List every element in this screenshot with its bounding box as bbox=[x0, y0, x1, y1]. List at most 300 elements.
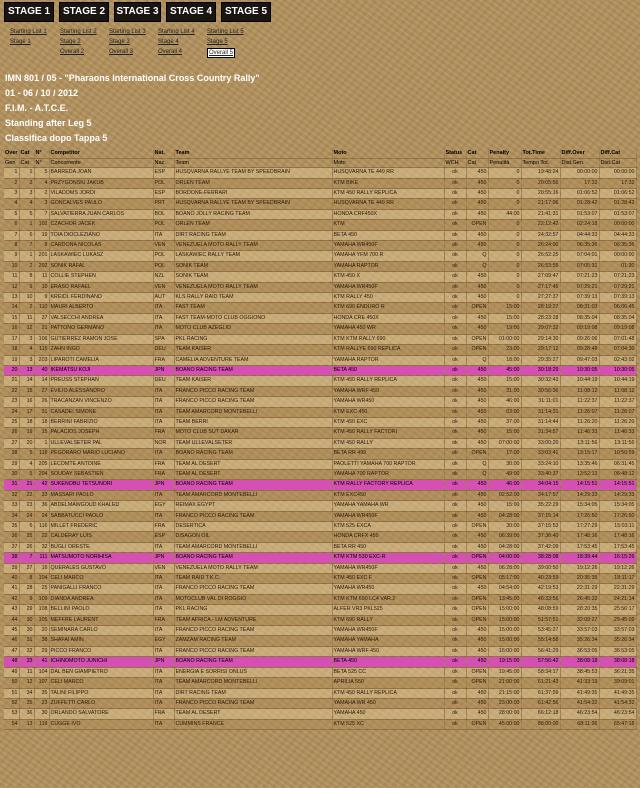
competitor: PEGORARO MARIO LUCIANO bbox=[49, 449, 153, 459]
team: FRANCO PICCO RACING TEAM bbox=[174, 584, 332, 594]
category: 450 bbox=[466, 209, 488, 219]
column-header-it: Dist.Cat bbox=[599, 158, 636, 168]
table-row bbox=[4, 168, 636, 178]
nationality: ITA bbox=[153, 230, 174, 240]
team: TEAM AFRICA - LM ADVENTURE bbox=[174, 615, 332, 625]
nationality: EGY bbox=[153, 501, 174, 511]
nationality: ITA bbox=[153, 626, 174, 636]
status: ok bbox=[444, 303, 466, 313]
penalty: 18:00 bbox=[488, 355, 521, 365]
table-row bbox=[4, 428, 636, 438]
category: OPEN bbox=[466, 334, 488, 344]
moto: YAMAHA WR450 bbox=[332, 584, 444, 594]
bib-number: 11 bbox=[34, 272, 49, 282]
cat-pos: 7 bbox=[19, 553, 34, 563]
category: 450 bbox=[466, 626, 488, 636]
penalty: 30:00 bbox=[488, 522, 521, 532]
competitor: VALSECCHI ANDREA bbox=[49, 313, 153, 323]
competitor: CZACHOR JACEK bbox=[49, 220, 153, 230]
table-row bbox=[4, 688, 636, 698]
table-row bbox=[4, 386, 636, 396]
bib-number: 20 bbox=[34, 626, 49, 636]
cat-pos: 12 bbox=[19, 678, 34, 688]
status: ok bbox=[444, 209, 466, 219]
diff-category: 14:29:33 bbox=[599, 490, 636, 500]
overall-pos: 51 bbox=[4, 688, 19, 698]
table-row bbox=[4, 542, 636, 552]
cat-pos: 27 bbox=[19, 563, 34, 573]
table-row bbox=[4, 293, 636, 303]
table-row bbox=[4, 469, 636, 479]
category: 450 bbox=[466, 657, 488, 667]
total-time: 88:00:00 bbox=[521, 719, 560, 729]
diff-overall: 11:46:33 bbox=[560, 428, 599, 438]
nationality: ITA bbox=[153, 511, 174, 521]
overall-pos: 15 bbox=[4, 313, 19, 323]
total-time: 29:35:27 bbox=[521, 355, 560, 365]
team: ZAMZAM RACING TEAM bbox=[174, 636, 332, 646]
stage-link[interactable]: Stage 2 bbox=[60, 39, 81, 45]
total-time: 61:42:56 bbox=[521, 698, 560, 708]
moto: BETA 450 bbox=[332, 657, 444, 667]
stage-tab-4[interactable]: STAGE 4 bbox=[166, 2, 216, 22]
diff-overall: 33:57:03 bbox=[560, 626, 599, 636]
competitor: QUERALES GUSTAVO bbox=[49, 563, 153, 573]
table-row bbox=[4, 345, 636, 355]
total-time: 31:34:57 bbox=[521, 428, 560, 438]
status: ok bbox=[444, 584, 466, 594]
team: KLS RALLY RAID TEAM bbox=[174, 293, 332, 303]
category: Q bbox=[466, 469, 488, 479]
bib-number: 31 bbox=[34, 407, 49, 417]
diff-overall: 41:33:19 bbox=[560, 678, 599, 688]
stage-link[interactable]: Stage 5 bbox=[207, 39, 228, 45]
overall-pos: 27 bbox=[4, 438, 19, 448]
total-time: 20:55:16 bbox=[521, 189, 560, 199]
cat-pos: 17 bbox=[19, 407, 34, 417]
nationality: POL bbox=[153, 261, 174, 271]
stage-tab-2[interactable]: STAGE 2 bbox=[59, 2, 109, 22]
category: 450 bbox=[466, 313, 488, 323]
cat-pos: 33 bbox=[19, 657, 34, 667]
total-time: 53:45:27 bbox=[521, 626, 560, 636]
team: BOANO JOLLY RACING TEAM bbox=[174, 209, 332, 219]
cat-pos: 32 bbox=[19, 646, 34, 656]
diff-category: 11:26:20 bbox=[599, 417, 636, 427]
category: Q bbox=[466, 261, 488, 271]
category: OPEN bbox=[466, 594, 488, 604]
diff-category: 10:30:05 bbox=[599, 365, 636, 375]
moto: KTM 690 ENDURO R bbox=[332, 303, 444, 313]
overall-pos: 8 bbox=[4, 241, 19, 251]
category: 450 bbox=[466, 199, 488, 209]
bib-number: 40 bbox=[34, 365, 49, 375]
penalty: 04:54:00 bbox=[488, 584, 521, 594]
diff-category: 15:34:05 bbox=[599, 501, 636, 511]
category: 450 bbox=[466, 532, 488, 542]
category: Q bbox=[466, 355, 488, 365]
moto: YAMAHA YAMAHA WR bbox=[332, 501, 444, 511]
nationality: DEU bbox=[153, 345, 174, 355]
table-row bbox=[4, 376, 636, 386]
total-time: 31:14:44 bbox=[521, 417, 560, 427]
total-time: 26:52:25 bbox=[521, 251, 560, 261]
table-row bbox=[4, 615, 636, 625]
status: ok bbox=[444, 407, 466, 417]
cat-pos: 30 bbox=[19, 626, 34, 636]
moto: KTM RALLY FACTORY REPLICA bbox=[332, 480, 444, 490]
moto: BETA RR 450 bbox=[332, 542, 444, 552]
diff-overall: 14:29:33 bbox=[560, 490, 599, 500]
stage-tab-3[interactable]: STAGE 3 bbox=[114, 2, 161, 22]
table-row bbox=[4, 532, 636, 542]
diff-overall: 18:39:44 bbox=[560, 553, 599, 563]
moto: YAMAHA 450 bbox=[332, 709, 444, 719]
stage-link[interactable]: Overall 4 bbox=[158, 49, 183, 55]
table-row bbox=[4, 553, 636, 563]
total-time: 39:00:50 bbox=[521, 563, 560, 573]
table-row bbox=[4, 605, 636, 615]
stage-link[interactable]: Overall 3 bbox=[109, 49, 134, 55]
penalty: 06:39:00 bbox=[488, 532, 521, 542]
moto: YAMAHA YAMAHA bbox=[332, 636, 444, 646]
status: ok bbox=[444, 594, 466, 604]
bib-number: 7 bbox=[34, 209, 49, 219]
status: ok bbox=[444, 459, 466, 469]
total-time: 61:21:43 bbox=[521, 678, 560, 688]
penalty: 19:00 bbox=[488, 324, 521, 334]
stage-link[interactable]: Starting List 3 bbox=[109, 29, 146, 35]
total-time: 42:19:53 bbox=[521, 584, 560, 594]
total-time: 34:04:15 bbox=[521, 480, 560, 490]
team: FAST TEAM-MOTO CLUB OGGIONO bbox=[174, 313, 332, 323]
penalty: 21:00:00 bbox=[488, 678, 521, 688]
stage-link[interactable]: Starting List 1 bbox=[10, 29, 47, 35]
total-time: 20:05:56 bbox=[521, 178, 560, 188]
total-time: 51:57:51 bbox=[521, 615, 560, 625]
status: ok bbox=[444, 449, 466, 459]
diff-category: 01:06:52 bbox=[599, 189, 636, 199]
stage-link[interactable]: Overall 5 bbox=[209, 50, 234, 56]
table-row bbox=[4, 220, 636, 230]
penalty: 0 bbox=[488, 220, 521, 230]
diff-overall: 10:44:19 bbox=[560, 376, 599, 386]
diff-category: 06:06:45 bbox=[599, 303, 636, 313]
table-row bbox=[4, 324, 636, 334]
diff-overall: 04:44:33 bbox=[560, 230, 599, 240]
cat-pos: 31 bbox=[19, 636, 34, 646]
competitor: BARREDA JOAN bbox=[49, 168, 153, 178]
event-dates: 01 - 06 / 10 / 2012 bbox=[5, 88, 79, 98]
competitor: ICHINOMOTO JUNICHI bbox=[49, 657, 153, 667]
column-header: Nat. bbox=[153, 149, 174, 158]
penalty: 0 bbox=[488, 272, 521, 282]
competitor: PALACIOS JOSEPH bbox=[49, 428, 153, 438]
competitor: SOUDAY SEBASTIEN bbox=[49, 469, 153, 479]
competitor: PRZYGONSKI JAKUB bbox=[49, 178, 153, 188]
stage-tabs bbox=[4, 2, 271, 22]
competitor: TRACANZAN VINCENZO bbox=[49, 397, 153, 407]
penalty: 0 bbox=[488, 230, 521, 240]
diff-category: 10:50:59 bbox=[599, 449, 636, 459]
nationality: ITA bbox=[153, 449, 174, 459]
bib-number: 16 bbox=[34, 563, 49, 573]
overall-pos: 1 bbox=[4, 168, 19, 178]
stage-link[interactable]: Starting List 2 bbox=[60, 29, 97, 35]
diff-category: 11:46:33 bbox=[599, 428, 636, 438]
diff-overall: 01:53:07 bbox=[560, 209, 599, 219]
competitor: DAL BEN GIAMPIETRO bbox=[49, 667, 153, 677]
penalty: 17:00 bbox=[488, 449, 521, 459]
total-time: 29:07:32 bbox=[521, 324, 560, 334]
nationality: ITA bbox=[153, 646, 174, 656]
bib-number: 24 bbox=[34, 511, 49, 521]
status: ok bbox=[444, 324, 466, 334]
penalty: 37:00 bbox=[488, 417, 521, 427]
status: ok bbox=[444, 542, 466, 552]
column-header: Diff.Over bbox=[560, 149, 599, 158]
moto: BETA 525 CC bbox=[332, 667, 444, 677]
stage-links-1 bbox=[10, 27, 59, 58]
penalty: 0 bbox=[488, 189, 521, 199]
penalty: 0 bbox=[488, 251, 521, 261]
table-row bbox=[4, 272, 636, 282]
stage-link[interactable]: Starting List 4 bbox=[158, 29, 195, 35]
diff-overall: 13:15:17 bbox=[560, 449, 599, 459]
status: ok bbox=[444, 334, 466, 344]
total-time: 34:17:57 bbox=[521, 490, 560, 500]
table-row bbox=[4, 636, 636, 646]
column-header-it: Cat bbox=[19, 158, 34, 168]
diff-overall: 07:21:23 bbox=[560, 272, 599, 282]
cat-pos: 6 bbox=[19, 522, 34, 532]
nationality: BOL bbox=[153, 209, 174, 219]
competitor: KREIDL FERDINAND bbox=[49, 293, 153, 303]
penalty: 44:00 bbox=[488, 209, 521, 219]
cat-pos: 7 bbox=[19, 241, 34, 251]
overall-pos: 12 bbox=[4, 282, 19, 292]
column-header-it: Moto bbox=[332, 158, 444, 168]
column-header: Diff.Cat bbox=[599, 149, 636, 158]
team: ENERGIA E SORRISI ONLUS bbox=[174, 667, 332, 677]
overall-pos: 41 bbox=[4, 584, 19, 594]
stage-link[interactable]: Overall 2 bbox=[60, 49, 85, 55]
stage-link[interactable]: Stage 4 bbox=[158, 39, 179, 45]
team: TEAM RAID T.K.C. bbox=[174, 574, 332, 584]
diff-overall: 09:19:08 bbox=[560, 324, 599, 334]
competitor: CUGGE IVO bbox=[49, 719, 153, 729]
competitor: PICCO FRANCO bbox=[49, 646, 153, 656]
category: 450 bbox=[466, 397, 488, 407]
competitor: CELI MARCO bbox=[49, 678, 153, 688]
moto: KTM BIKE bbox=[332, 178, 444, 188]
team: TEAM BERRI bbox=[174, 417, 332, 427]
status: ok bbox=[444, 678, 466, 688]
diff-category: 19:12:26 bbox=[599, 563, 636, 573]
overall-pos: 32 bbox=[4, 490, 19, 500]
moto: KTM 690 RALLY bbox=[332, 615, 444, 625]
nationality: ITA bbox=[153, 542, 174, 552]
bib-number: 108 bbox=[34, 605, 49, 615]
stage-links-4 bbox=[158, 27, 207, 58]
diff-overall: 09:28:48 bbox=[560, 345, 599, 355]
overall-pos: 47 bbox=[4, 646, 19, 656]
diff-overall: 32:09:27 bbox=[560, 615, 599, 625]
team: PKL RACING bbox=[174, 334, 332, 344]
total-time: 22:12:42 bbox=[521, 220, 560, 230]
table-row bbox=[4, 709, 636, 719]
bib-number: 104 bbox=[34, 667, 49, 677]
column-header: Competitor bbox=[49, 149, 153, 158]
category: 450 bbox=[466, 241, 488, 251]
overall-pos: 25 bbox=[4, 417, 19, 427]
penalty: 15:00 bbox=[488, 376, 521, 386]
overall-pos: 4 bbox=[4, 199, 19, 209]
diff-overall: 17:53:45 bbox=[560, 542, 599, 552]
team: FRANCO PICCO RACING TEAM bbox=[174, 646, 332, 656]
column-header-it: Concorrente bbox=[49, 158, 153, 168]
penalty: 28:00:00 bbox=[488, 709, 521, 719]
column-header: Cat bbox=[466, 149, 488, 158]
nationality: NZL bbox=[153, 272, 174, 282]
total-time: 37:36:40 bbox=[521, 532, 560, 542]
competitor: VILADOMS JORDI bbox=[49, 189, 153, 199]
bib-number: 111 bbox=[34, 553, 49, 563]
nationality: VEN bbox=[153, 241, 174, 251]
moto: BETA RR 499 bbox=[332, 449, 444, 459]
team: TEAM AMARCORD MONTEBELLI bbox=[174, 678, 332, 688]
table-row bbox=[4, 189, 636, 199]
team: ORLEN TEAM bbox=[174, 178, 332, 188]
team: BORDONE-FERRARI bbox=[174, 189, 332, 199]
penalty: 21:15:00 bbox=[488, 688, 521, 698]
classifica-title: Classifica dopo Tappa 5 bbox=[5, 133, 108, 143]
penalty: 45:00:00 bbox=[488, 719, 521, 729]
status: ok bbox=[444, 251, 466, 261]
penalty: 13:45:00 bbox=[488, 594, 521, 604]
status: ok bbox=[444, 397, 466, 407]
overall-pos: 33 bbox=[4, 501, 19, 511]
table-row bbox=[4, 574, 636, 584]
moto: YAMAHA WRF 450 bbox=[332, 386, 444, 396]
overall-pos: 7 bbox=[4, 230, 19, 240]
bib-number: 26 bbox=[34, 397, 49, 407]
cat-pos: 30 bbox=[19, 615, 34, 625]
overall-pos: 6 bbox=[4, 220, 19, 230]
diff-category: 13:11:56 bbox=[599, 438, 636, 448]
penalty: 15:00 bbox=[488, 313, 521, 323]
total-time: 57:56:42 bbox=[521, 657, 560, 667]
nationality: AUT bbox=[153, 293, 174, 303]
diff-category: 07:29:21 bbox=[599, 282, 636, 292]
competitor: TALINI FILIPPO bbox=[49, 688, 153, 698]
total-time: 61:37:59 bbox=[521, 688, 560, 698]
table-row bbox=[4, 397, 636, 407]
bib-number: 18 bbox=[34, 417, 49, 427]
status: ok bbox=[444, 282, 466, 292]
competitor: LECOMTE ANTOINE bbox=[49, 459, 153, 469]
penalty: 23:00:00 bbox=[488, 698, 521, 708]
stage-tab-5[interactable]: STAGE 5 bbox=[221, 2, 271, 22]
overall-pos: 42 bbox=[4, 594, 19, 604]
moto: YAMAHA 450 WR bbox=[332, 324, 444, 334]
diff-overall: 11:26:20 bbox=[560, 417, 599, 427]
diff-category: 17:53:45 bbox=[599, 542, 636, 552]
status: ok bbox=[444, 657, 466, 667]
penalty: 46:00 bbox=[488, 397, 521, 407]
stage-link[interactable]: Stage 3 bbox=[109, 39, 130, 45]
total-time: 21:17:06 bbox=[521, 199, 560, 209]
cat-pos: 9 bbox=[19, 282, 34, 292]
diff-category: 29:45:09 bbox=[599, 615, 636, 625]
nationality: DEU bbox=[153, 376, 174, 386]
category: OPEN bbox=[466, 719, 488, 729]
diff-overall: 08:35:04 bbox=[560, 313, 599, 323]
cat-pos: 2 bbox=[19, 261, 34, 271]
category: 450 bbox=[466, 688, 488, 698]
diff-overall: 14:15:51 bbox=[560, 480, 599, 490]
category: 450 bbox=[466, 178, 488, 188]
competitor: COLLIE STEPHEN bbox=[49, 272, 153, 282]
competitor: CELI MARCO bbox=[49, 574, 153, 584]
stage-tab-1[interactable]: STAGE 1 bbox=[4, 2, 54, 22]
overall-pos: 10 bbox=[4, 261, 19, 271]
total-time: 48:08:59 bbox=[521, 605, 560, 615]
diff-category: 18:11:17 bbox=[599, 574, 636, 584]
status: ok bbox=[444, 261, 466, 271]
bib-number: 204 bbox=[34, 469, 49, 479]
team: MOTOCLUB VAL DI ROGGIO bbox=[174, 594, 332, 604]
overall-pos: 40 bbox=[4, 574, 19, 584]
bib-number: 203 bbox=[34, 355, 49, 365]
total-time: 29:17:12 bbox=[521, 345, 560, 355]
overall-pos: 35 bbox=[4, 522, 19, 532]
nationality: SPA bbox=[153, 334, 174, 344]
competitor: IKEMATSU KOJI bbox=[49, 365, 153, 375]
bib-number: 30 bbox=[34, 709, 49, 719]
category: 450 bbox=[466, 511, 488, 521]
overall-pos: 18 bbox=[4, 345, 19, 355]
bib-number: 33 bbox=[34, 490, 49, 500]
category: OPEN bbox=[466, 449, 488, 459]
status: ok bbox=[444, 719, 466, 729]
team: VENEZUELA MOTO RALLY TEAM bbox=[174, 241, 332, 251]
nationality: JPN bbox=[153, 553, 174, 563]
stage-link[interactable]: Stage 1 bbox=[10, 39, 31, 45]
nationality: ITA bbox=[153, 303, 174, 313]
stage-link[interactable]: Starting List 5 bbox=[207, 29, 244, 35]
category: 450 bbox=[466, 407, 488, 417]
total-time: 27:09:47 bbox=[521, 272, 560, 282]
competitor: TOIA DIOCLEZIANO bbox=[49, 230, 153, 240]
overall-pos: 53 bbox=[4, 709, 19, 719]
diff-category: 01:28:42 bbox=[599, 199, 636, 209]
total-time: 56:41:29 bbox=[521, 646, 560, 656]
nationality: ITA bbox=[153, 313, 174, 323]
diff-category: 36:53:05 bbox=[599, 646, 636, 656]
diff-category: 06:31:45 bbox=[599, 459, 636, 469]
cat-pos: 11 bbox=[19, 667, 34, 677]
cat-pos: 12 bbox=[19, 324, 34, 334]
diff-category: 14:15:51 bbox=[599, 480, 636, 490]
nationality: JPN bbox=[153, 480, 174, 490]
competitor: ABDELMAWGOUD KHALED bbox=[49, 501, 153, 511]
overall-pos: 44 bbox=[4, 615, 19, 625]
total-time: 37:15:53 bbox=[521, 522, 560, 532]
cat-pos: 2 bbox=[19, 303, 34, 313]
diff-category: 16:15:26 bbox=[599, 553, 636, 563]
diff-category: 07:39:13 bbox=[599, 293, 636, 303]
